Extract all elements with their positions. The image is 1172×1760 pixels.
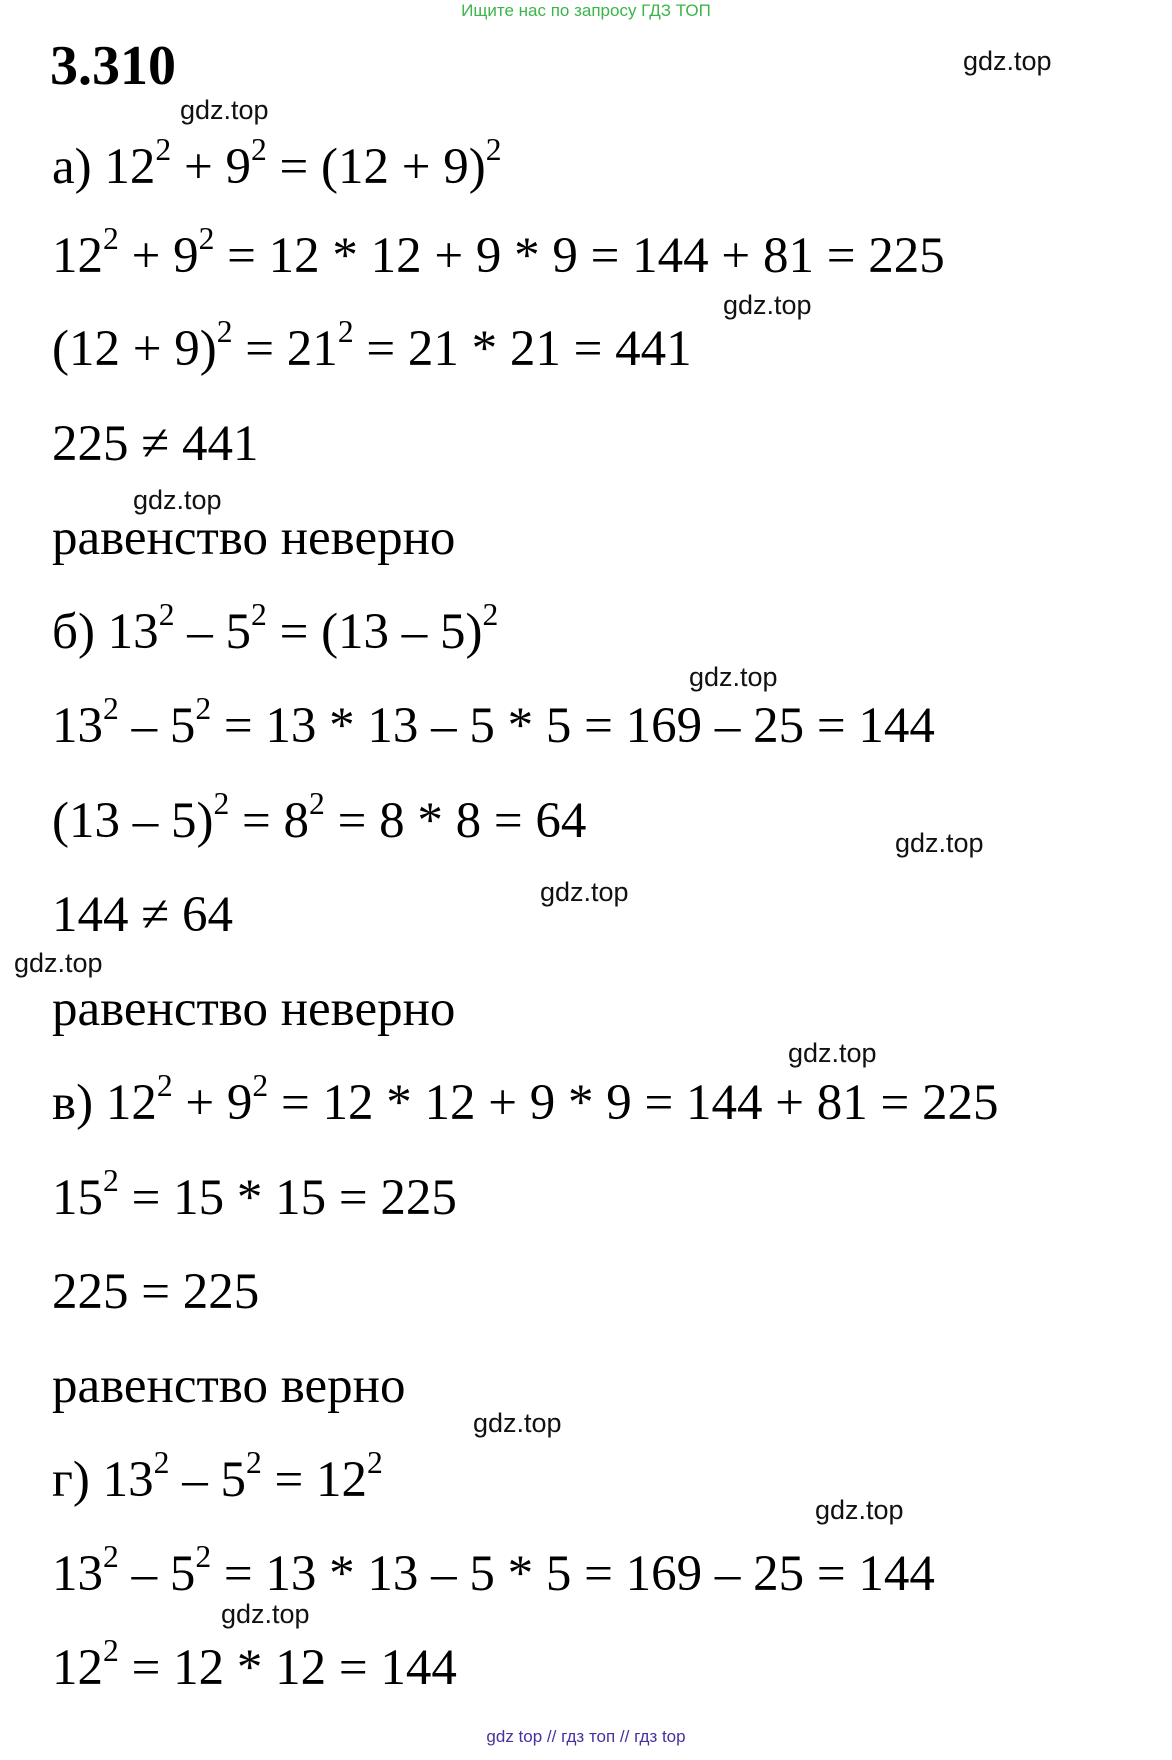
solution-line: б) $13^2 - 5^2 = (13 - 5)^2$ <box>52 597 499 660</box>
solution-line: 144 ≠ 64 <box>52 887 233 943</box>
solution-line: $(13 - 5)^2 = 8^2 = 8 * 8 = 64$ <box>52 786 587 849</box>
watermark: gdz.top <box>180 95 269 125</box>
solution-line: г) $13^2 - 5^2 = 12^2$ <box>52 1445 383 1508</box>
watermark: gdz.top <box>689 662 778 692</box>
solution-line: $13^2 - 5^2 = 13 * 13 - 5 * 5 = 169 - 25 = 144$ <box>52 1539 935 1602</box>
solution-line: $15^2 = 15 * 15 = 225$ <box>52 1163 457 1226</box>
search-banner[interactable]: Ищите нас по запросу ГДЗ ТОП <box>461 1 711 20</box>
watermark: gdz.top <box>221 1599 310 1629</box>
watermark: gdz.top <box>473 1408 562 1438</box>
solution-line: $13^2 - 5^2 = 13 * 13 - 5 * 5 = 169 - 25 = 144$ <box>52 691 935 754</box>
exercise-number: 3.310 <box>50 35 176 97</box>
solution-line: $12^2 + 9^2 = 12 * 12 + 9 * 9 = 144 + 81 = 225$ <box>52 221 945 284</box>
solution-line: $(12 + 9)^2 = 21^2 = 21 * 21 = 441$ <box>52 314 692 377</box>
solution-line: 225 ≠ 441 <box>52 416 259 472</box>
solution-line: а) $12^2 + 9^2 = (12 + 9)^2$ <box>52 132 502 195</box>
watermark: gdz.top <box>788 1038 877 1068</box>
watermark: gdz.top <box>815 1495 904 1525</box>
watermark: gdz.top <box>895 828 984 858</box>
solution-line: равенство неверно <box>52 510 456 566</box>
watermark: gdz.top <box>540 877 629 907</box>
solution-line: равенство верно <box>52 1358 406 1414</box>
watermark: gdz.top <box>133 485 222 515</box>
watermark: gdz.top <box>723 290 812 320</box>
watermark: gdz.top <box>963 46 1052 76</box>
solution-line: 225 = 225 <box>52 1264 260 1320</box>
footer-links[interactable]: gdz top // гдз топ // гдз top <box>486 1727 686 1746</box>
solution-line: в) $12^2 + 9^2 = 12 * 12 + 9 * 9 = 144 + 81 = 225$ <box>52 1068 999 1131</box>
solution-line: равенство неверно <box>52 981 456 1037</box>
solution-line: $12^2 = 12 * 12 = 144$ <box>52 1633 457 1696</box>
watermark: gdz.top <box>14 948 103 978</box>
